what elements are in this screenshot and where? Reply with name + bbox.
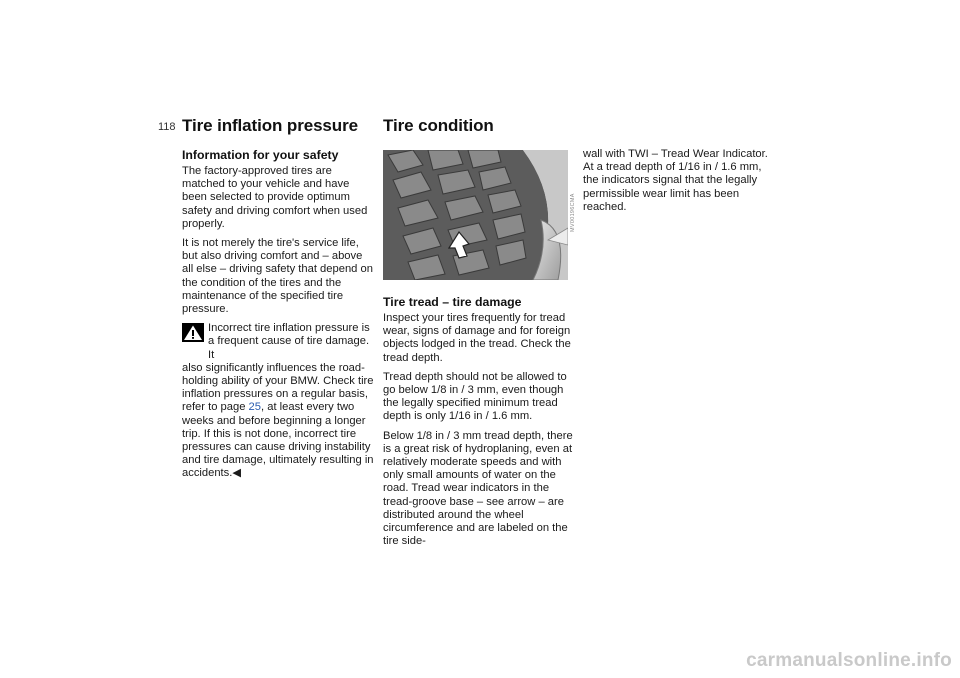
page-number: 118: [158, 121, 176, 133]
tread-paragraph-2: Tread depth should not be allowed to go below 1/8 in / 3 mm, even though the legally specified minimum tread depth is only 1/16 in / 1.6 mm.: [383, 370, 567, 423]
right-heading: Tire condition: [383, 116, 494, 135]
watermark-text: carmanualsonline.info: [746, 650, 952, 671]
left-heading: Tire inflation pressure: [182, 116, 358, 135]
left-column: [182, 148, 375, 487]
tread-paragraph-3: Below 1/8 in / 3 mm tread depth, there is a great risk of hydroplaning, even at relatively moderate speeds and with only small amounts of water on the road. Tread wear indicators in the tread-groove base – see arrow – are distributed around the wheel circumference and are labeled on the tire side-: [383, 429, 573, 548]
tread-paragraph-4: wall with TWI – Tread Wear Indicator. At a tread depth of 1/16 in / 1.6 mm, the indicators signal that the legally permissible wear limit has been reached.: [583, 148, 768, 213]
tire-tread-image: [383, 150, 568, 280]
warning-block: [182, 322, 375, 480]
tread-paragraph-1: Inspect your tires frequently for tread wear, signs of damage and for foreign objects lodged in the tread. Check the tread depth.: [383, 312, 571, 364]
warning-text: [182, 322, 375, 480]
safety-subheading: Information for your safety: [182, 148, 339, 162]
safety-paragraph-2: It is not merely the tire's service life, but also driving comfort and – above all else – driving safety that depend on the condition of the tires and the maintenance of the specified tire pressure.: [182, 237, 373, 316]
safety-paragraph-1: The factory-approved tires are matched to your vehicle and have been selected to provide optimum safety and driving comfort when used properly.: [182, 165, 368, 230]
tire-illustration: [383, 150, 568, 280]
tread-subheading: Tire tread – tire damage: [383, 295, 522, 309]
page-reference-link[interactable]: 25: [248, 401, 261, 414]
middle-column: [383, 295, 576, 554]
warning-text-part-2: , at least every two weeks and before beginning a longer trip. If this is not done, incorrect tire pressures can cause driving instability and tire damage, ultimately resulting in accidents.: [182, 401, 374, 480]
end-mark-icon: ◀: [232, 467, 241, 480]
warning-text-part-1: also significantly influences the road-holding ability of your BMW. Check tire inflation pressures on a regular basis, refer to page: [182, 361, 374, 414]
warning-triangle-icon: [182, 323, 204, 342]
figure-code: MV00196CMA: [570, 193, 576, 232]
warning-first-line: Incorrect tire inflation pressure is a frequent cause of tire damage. It: [208, 322, 370, 361]
right-column: [583, 148, 776, 220]
